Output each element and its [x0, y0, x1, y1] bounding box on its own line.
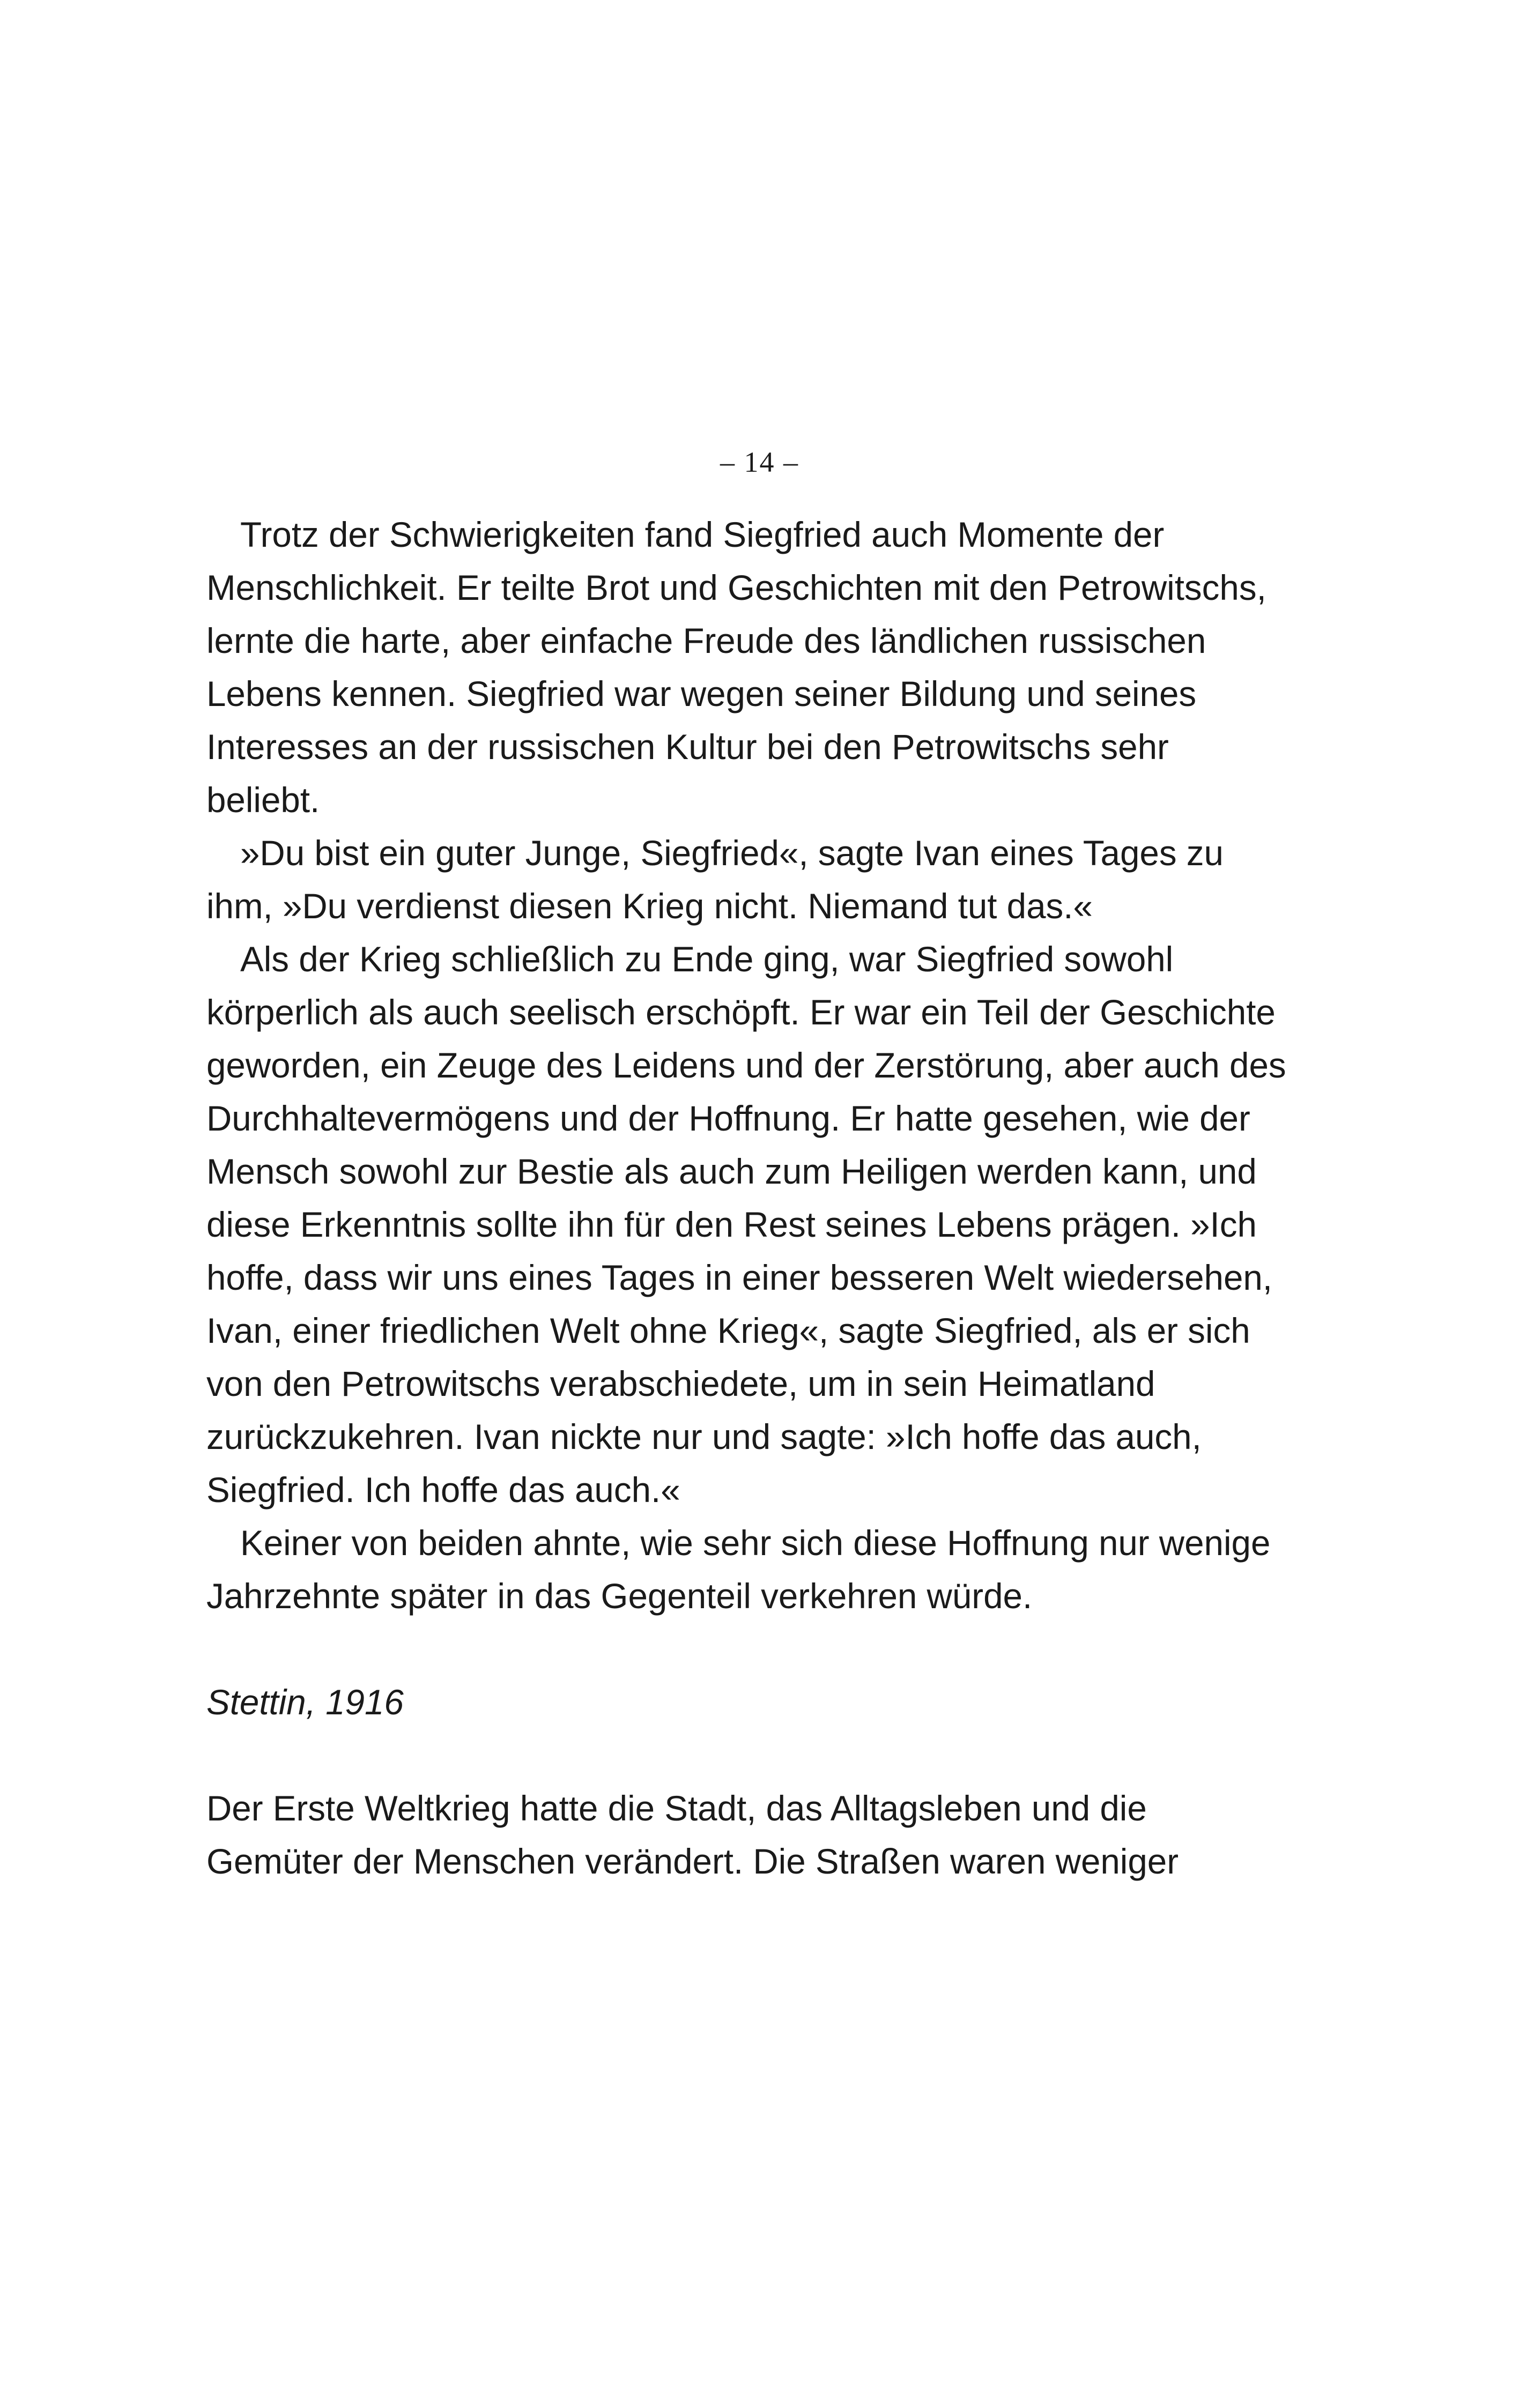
text-line: Als der Krieg schließlich zu Ende ging, war Siegfried sowohl — [240, 940, 1174, 979]
text-line: von den Petrowitschs verabschiedete, um in sein Heimatland — [206, 1364, 1155, 1403]
text-line: Der Erste Weltkrieg hatte die Stadt, das Alltagsleben und die — [206, 1789, 1147, 1828]
text-line: »Du bist ein guter Junge, Siegfried«, sagte Ivan eines Tages zu — [240, 834, 1224, 873]
text-line: Siegfried. Ich hoffe das auch.« — [206, 1470, 680, 1510]
text-line: Keiner von beiden ahnte, wie sehr sich diese Hoffnung nur wenige — [240, 1523, 1271, 1563]
text-line: beliebt. — [206, 781, 320, 820]
text-line: geworden, ein Zeuge des Leidens und der Zerstörung, aber auch des — [206, 1046, 1286, 1085]
paragraph — [206, 827, 1348, 933]
text-line: zurückzukehren. Ivan nickte nur und sagte: »Ich hoffe das auch, — [206, 1417, 1202, 1456]
section-gap — [206, 1729, 1348, 1782]
text-line: hoffe, dass wir uns eines Tages in einer besseren Welt wiedersehen, — [206, 1258, 1272, 1297]
paragraph — [206, 1517, 1348, 1623]
paragraph — [206, 1782, 1348, 1888]
text-line: Trotz der Schwierigkeiten fand Siegfried auch Momente der — [240, 515, 1165, 554]
text-line: Jahrzehnte später in das Gegenteil verkehren würde. — [206, 1577, 1033, 1616]
section-gap — [206, 1623, 1348, 1676]
text-line: Gemüter der Menschen verändert. Die Straßen waren weniger — [206, 1842, 1179, 1881]
text-line: lernte die harte, aber einfache Freude des ländlichen russischen — [206, 621, 1206, 660]
text-line: Mensch sowohl zur Bestie als auch zum Heiligen werden kann, und — [206, 1152, 1257, 1191]
text-line: Lebens kennen. Siegfried war wegen seiner Bildung und seines — [206, 674, 1197, 714]
location-date-heading: Stettin, 1916 — [206, 1683, 404, 1722]
text-line: Interesses an der russischen Kultur bei den Petrowitschs sehr — [206, 727, 1169, 767]
page-number: – 14 – — [720, 446, 799, 478]
text-line: körperlich als auch seelisch erschöpft. Er war ein Teil der Geschichte — [206, 993, 1276, 1032]
paragraph — [206, 933, 1348, 1517]
text-line: Menschlichkeit. Er teilte Brot und Geschichten mit den Petrowitschs, — [206, 568, 1266, 607]
body-text — [206, 508, 1348, 1888]
paragraph — [206, 508, 1348, 827]
section-heading — [206, 1676, 1348, 1729]
text-line: diese Erkenntnis sollte ihn für den Rest seines Lebens prägen. »Ich — [206, 1205, 1257, 1244]
text-line: Durchhaltevermögens und der Hoffnung. Er hatte gesehen, wie der — [206, 1099, 1250, 1138]
text-line: Ivan, einer friedlichen Welt ohne Krieg«, sagte Siegfried, als er sich — [206, 1311, 1250, 1350]
text-line: ihm, »Du verdienst diesen Krieg nicht. Niemand tut das.« — [206, 887, 1093, 926]
